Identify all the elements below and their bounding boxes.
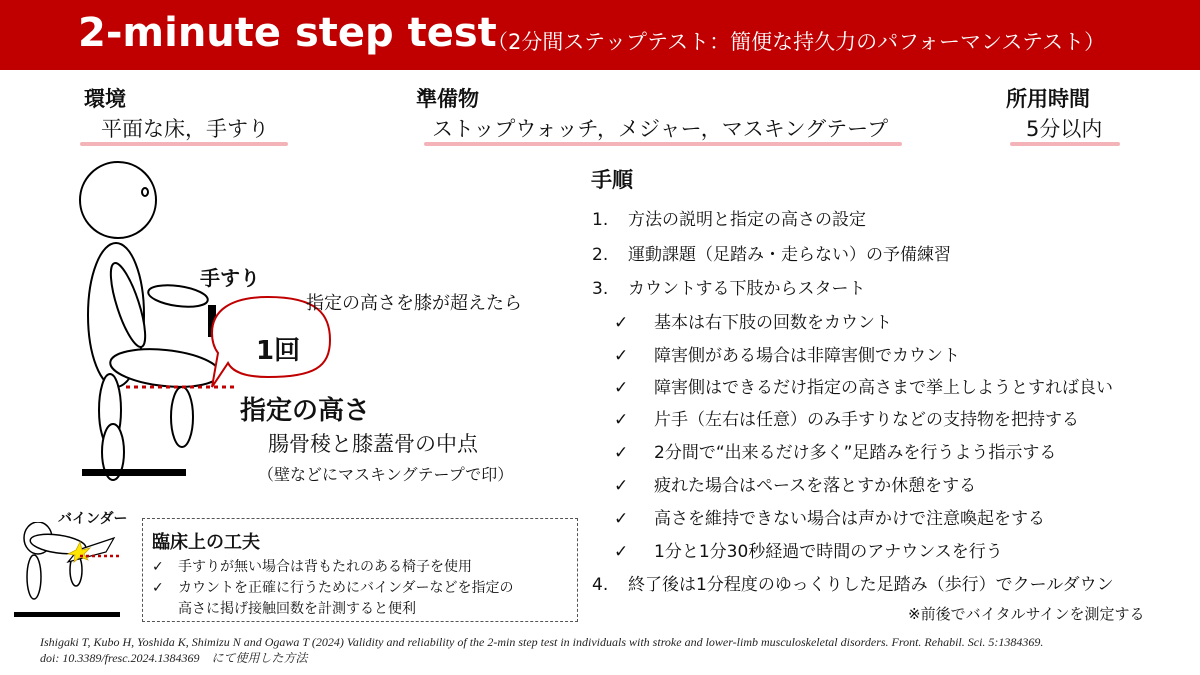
height-title: 指定の高さ [240,396,371,426]
check-icon: ✓ [614,509,629,529]
duration-underline [1010,142,1120,146]
duration-value: 5分以内 [1026,117,1103,141]
procedure-substep: ✓ 基本は右下肢の回数をカウント [614,313,892,333]
floor-bar [82,469,186,476]
check-icon: ✓ [152,580,164,596]
procedure-step: 2. 運動課題（足踏み・走らない）の予備練習 [592,245,951,265]
page-title: 2-minute step test [78,10,497,56]
height-description: 腸骨稜と膝蓋骨の中点 [268,432,478,456]
check-icon: ✓ [614,476,629,496]
environment-value: 平面な床，手すり [101,117,269,141]
check-icon: ✓ [152,559,164,575]
procedure-substep: ✓ 片手（左右は任意）のみ手すりなどの支持物を把持する [614,410,1079,430]
tip-item: ✓ 手すりが無い場合は背もたれのある椅子を使用 [152,559,472,575]
figure-head [80,162,156,238]
check-icon: ✓ [614,346,629,366]
procedure-step: 4. 終了後は1分程度のゆっくりした足踏み（歩行）でクールダウン [592,575,1114,595]
check-icon: ✓ [614,378,629,398]
check-icon: ✓ [614,443,629,463]
environment-label: 環境 [84,87,126,111]
procedure-substep: ✓ 2分間で“出来るだけ多く”足踏みを行うよう指示する [614,443,1057,463]
count-bubble-text: 1回 [256,336,301,366]
knee-height-text: 指定の高さを膝が超えたら [306,293,522,314]
procedure-title: 手順 [591,168,633,192]
clinical-tips-title: 臨床上の工夫 [152,532,260,553]
procedure-substep: ✓ 障害側がある場合は非障害側でカウント [614,346,960,366]
check-icon: ✓ [614,542,629,562]
equipment-label: 準備物 [416,87,479,111]
vital-signs-note: ※前後でバイタルサインを測定する [908,605,1145,623]
header-bar [0,0,1200,70]
procedure-substep: ✓ 疲れた場合はペースを落とすか休憩をする [614,476,977,496]
check-icon: ✓ [614,313,629,333]
procedure-step: 3. カウントする下肢からスタート [592,279,866,299]
page-subtitle: （2分間ステップテスト：簡便な持久力のパフォーマンステスト） [487,30,1106,54]
equipment-underline [424,142,902,146]
binder-label: バインダー [58,511,128,527]
binder-figure [8,522,148,632]
tip-item: 高さに掲げ接触回数を計測すると便利 [178,601,416,617]
citation: Ishigaki T, Kubo H, Yoshida K, Shimizu N and Ogawa T (2024) Validity and reliability of the 2-min step test in individuals with stroke and lower-limb musculoskeletal disorders. Front. Rehabil. Sci. 5:1384369. doi: 10.3389/fresc.2024.1384369 にて使用した方法 [40,635,1044,665]
procedure-step: 1. 方法の説明と指定の高さの設定 [592,210,866,230]
tip-item: ✓ カウントを正確に行うためにバインダーなどを指定の [152,580,514,596]
height-note: （壁などにマスキングテープで印） [258,465,514,484]
environment-underline [80,142,288,146]
procedure-substep: ✓ 1分と1分30秒経過で時間のアナウンスを行う [614,542,1003,562]
equipment-value: ストップウォッチ，メジャー，マスキングテープ [432,117,889,141]
procedure-substep: ✓ 高さを維持できない場合は声かけで注意喚起をする [614,509,1045,529]
handrail-label: 手すり [200,266,260,290]
procedure-substep: ✓ 障害側はできるだけ指定の高さまで挙上しようとすれば良い [614,378,1113,398]
check-icon: ✓ [614,410,629,430]
duration-label: 所用時間 [1006,87,1090,111]
